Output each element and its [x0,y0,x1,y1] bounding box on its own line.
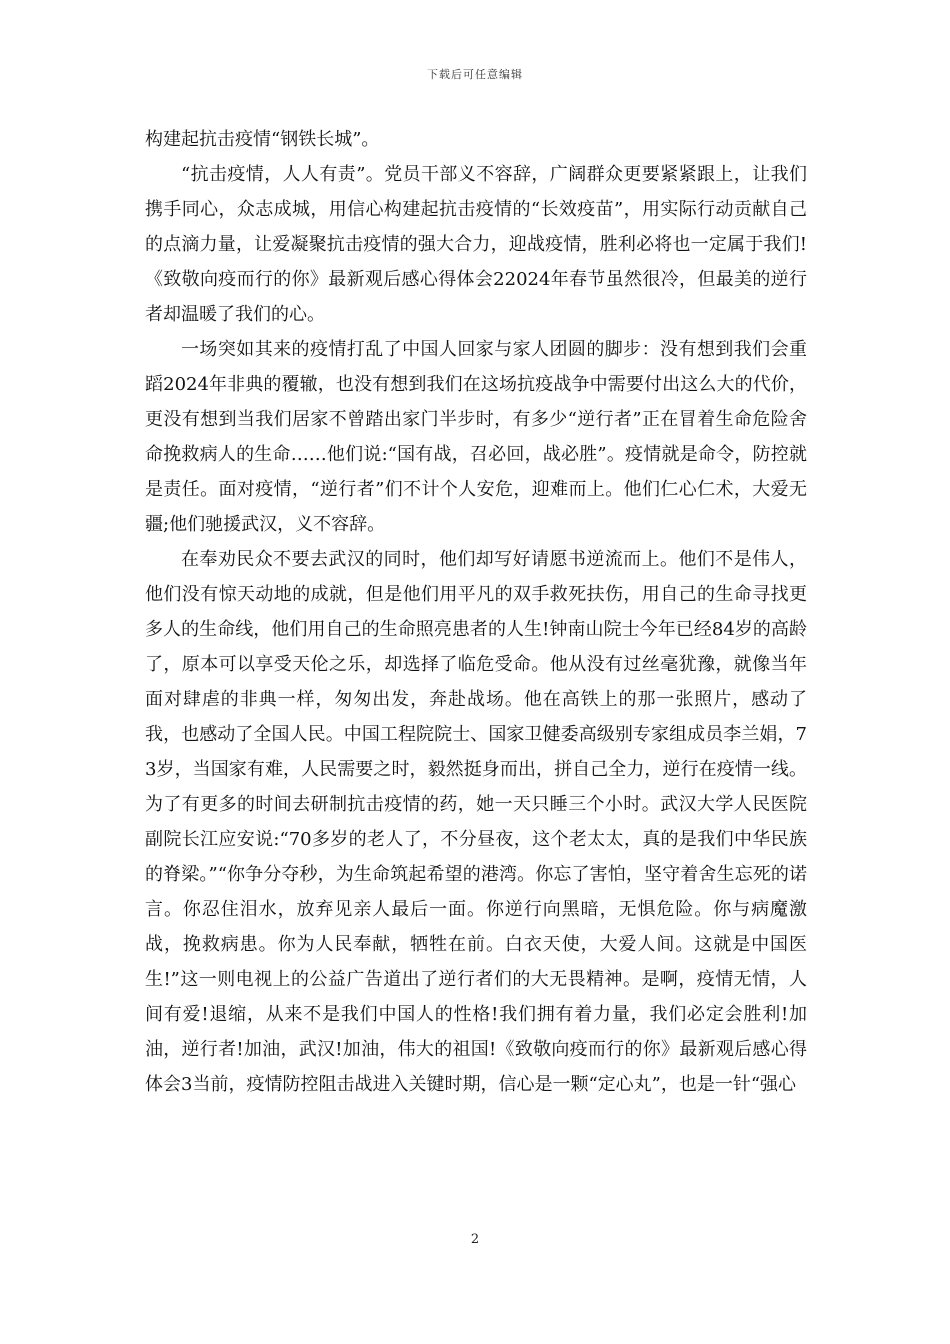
paragraph-3: 一场突如其来的疫情打乱了中国人回家与家人团圆的脚步：没有想到我们会重蹈2024年非典的覆辙，也没有想到我们在这场抗疫战争中需要付出这么大的代价，更没有想到当我们居家不曾踏出家门半步时，有多少“逆行者”正在冒着生命危险舍命挽救病人的生命……他们说:“国有战，召必回，战必胜”。疫情就是命令，防控就是责任。面对疫情，“逆行者”们不计个人安危，迎难而上。他们仁心仁术，大爱无疆;他们驰援武汉，义不容辞。 [145,339,807,535]
paragraph-4: 在奉劝民众不要去武汉的同时，他们却写好请愿书逆流而上。他们不是伟人，他们没有惊天动地的成就，但是他们用平凡的双手救死扶伤，用自己的生命寻找更多人的生命线，他们用自己的生命照亮患者的人生!钟南山院士今年已经84岁的高龄了，原本可以享受天伦之乐，却选择了临危受命。他从没有过丝毫犹豫，就像当年面对肆虐的非典一样，匆匆出发，奔赴战场。他在高铁上的那一张照片，感动了我，也感动了全国人民。中国工程院院士、国家卫健委高级别专家组成员李兰娟，73岁，当国家有难，人民需要之时，毅然挺身而出，拼自己全力，逆行在疫情一线。为了有更多的时间去研制抗击疫情的药，她一天只睡三个小时。武汉大学人民医院副院长江应安说:“70多岁的老人了，不分昼夜，这个老太太，真的是我们中华民族的脊梁。”“你争分夺秒，为生命筑起希望的港湾。你忘了害怕，坚守着舍生忘死的诺言。你忍住泪水，放弃见亲人最后一面。你逆行向黑暗，无惧危险。你与病魔激战，挽救病患。你为人民奉献，牺牲在前。白衣天使，大爱人间。这就是中国医生!”这一则电视上的公益广告道出了逆行者们的大无畏精神。是啊，疫情无情，人间有爱!退缩，从来不是我们中国人的性格!我们拥有着力量，我们必定会胜利!加油，逆行者!加油，武汉!加油，伟大的祖国!《致敬向疫而行的你》最新观后感心得体会3当前，疫情防控阻击战进入关键时期，信心是一颗“定心丸”，也是一针“强心 [145,549,807,1095]
document-body [145,122,807,1102]
paragraph-1: 构建起抗击疫情“钢铁长城”。 [145,129,380,150]
page-number: 2 [470,1232,480,1247]
page-header: 下载后可任意编辑 [427,68,523,81]
paragraph-2: “抗击疫情，人人有责”。党员干部义不容辞，广阔群众更要紧紧跟上，让我们携手同心，众志成城，用信心构建起抗击疫情的“长效疫苗”，用实际行动贡献自己的点滴力量，让爱凝聚抗击疫情的强大合力，迎战疫情，胜利必将也一定属于我们!《致敬向疫而行的你》最新观后感心得体会22024年春节虽然很冷，但最美的逆行者却温暖了我们的心。 [145,164,807,325]
